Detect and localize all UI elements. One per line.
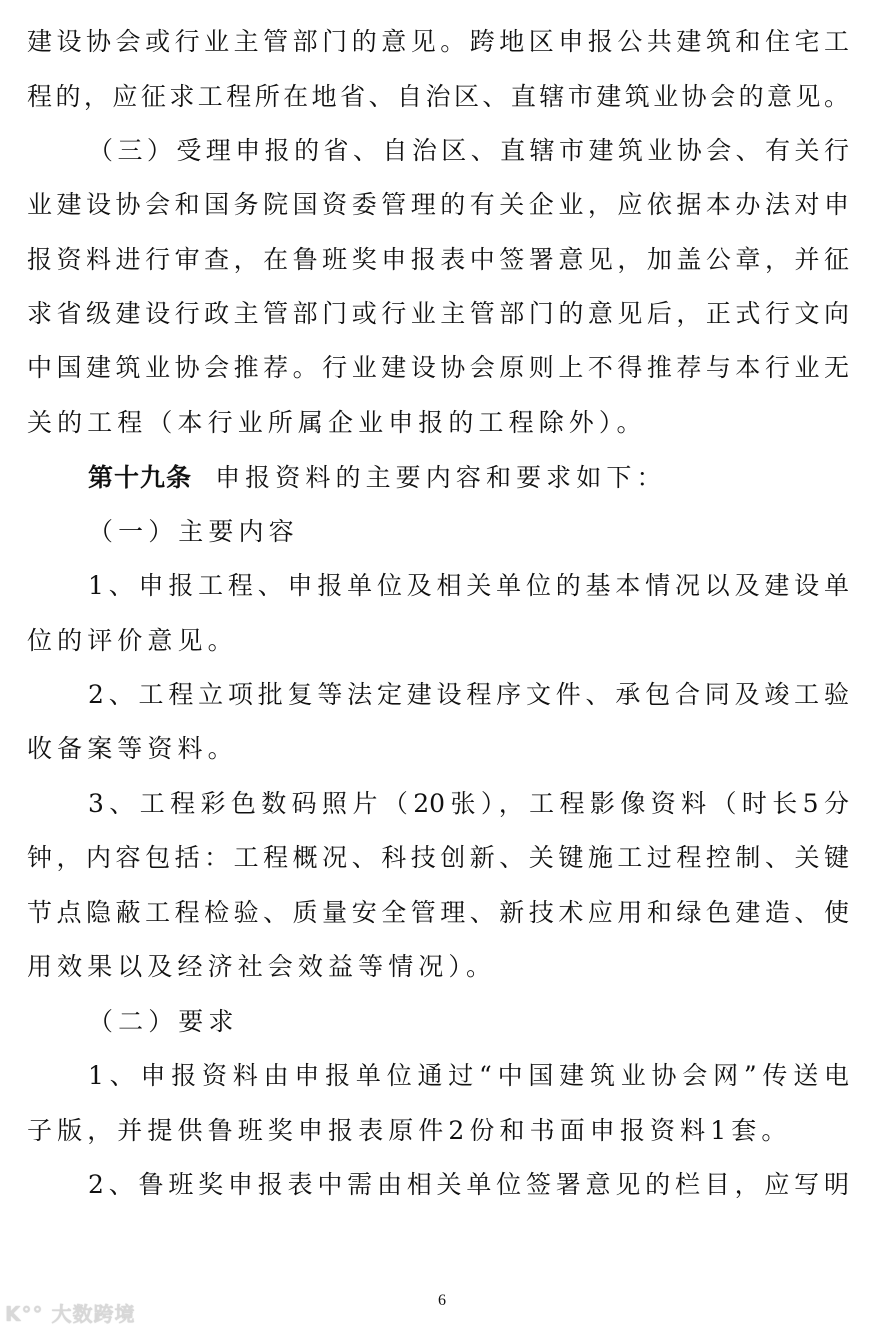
text-line: 用效果以及经济社会效益等情况）。 <box>27 952 497 981</box>
text-line: 子版，并提供鲁班奖申报表原件2份和书面申报资料1套。 <box>27 1116 792 1145</box>
text-line: 3、工程彩色数码照片（20张），工程影像资料（时长5分 <box>88 789 849 818</box>
text-line: 报资料进行审查，在鲁班奖申报表中签署意见，加盖公章，并征 <box>27 245 849 274</box>
page-number: 6 <box>438 1292 446 1309</box>
text-line: 位的评价意见。 <box>27 626 238 655</box>
section-heading: （二）要求 <box>88 1007 239 1036</box>
text-line: 关的工程（本行业所属企业申报的工程除外）。 <box>27 408 647 437</box>
article-line <box>88 458 667 498</box>
text-line: 业建设协会和国务院国资委管理的有关企业，应依据本办法对申 <box>27 190 849 219</box>
text-line: （三）受理申报的省、自治区、直辖市建筑业协会、有关行 <box>88 136 849 165</box>
text-line: 建设协会或行业主管部门的意见。跨地区申报公共建筑和住宅工 <box>27 27 849 56</box>
article-text: 申报资料的主要内容和要求如下： <box>215 463 667 492</box>
watermark-logo-icon: K°° <box>5 1302 44 1326</box>
text-line: 1、申报资料由申报单位通过“中国建筑业协会网”传送电 <box>88 1061 849 1090</box>
watermark <box>5 1298 135 1327</box>
text-line: 求省级建设行政主管部门或行业主管部门的意见后，正式行文向 <box>27 299 849 328</box>
text-line: 节点隐蔽工程检验、质量安全管理、新技术应用和绿色建造、使 <box>27 898 849 927</box>
text-line: 1、申报工程、申报单位及相关单位的基本情况以及建设单 <box>88 571 849 600</box>
text-line: 2、工程立项批复等法定建设程序文件、承包合同及竣工验 <box>88 680 849 709</box>
text-line: 中国建筑业协会推荐。行业建设协会原则上不得推荐与本行业无 <box>27 353 849 382</box>
text-line: 2、鲁班奖申报表中需由相关单位签署意见的栏目，应写明 <box>88 1170 849 1199</box>
text-line: 程的，应征求工程所在地省、自治区、直辖市建筑业协会的意见。 <box>27 82 849 111</box>
text-line: 收备案等资料。 <box>27 734 238 763</box>
article-heading: 第十九条 <box>88 463 193 492</box>
section-heading: （一）主要内容 <box>88 517 299 546</box>
watermark-text: 大数跨境 <box>51 1302 136 1326</box>
text-line: 钟，内容包括：工程概况、科技创新、关键施工过程控制、关键 <box>27 843 849 872</box>
